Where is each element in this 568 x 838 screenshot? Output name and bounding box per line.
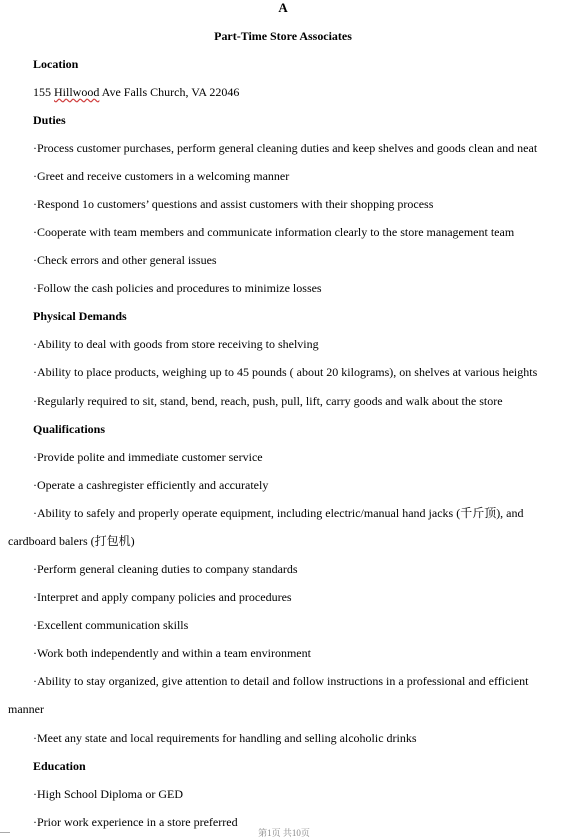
qualification-item: ·Perform general cleaning duties to company standards	[33, 562, 298, 576]
qualification-item: ·Provide polite and immediate customer service	[33, 450, 263, 464]
location-heading: Location	[33, 57, 79, 71]
qualification-item: ·Interpret and apply company policies and procedures	[33, 590, 292, 604]
duties-item: ·Follow the cash policies and procedures to minimize losses	[33, 281, 322, 295]
education-item: ·Prior work experience in a store preferred	[33, 815, 238, 829]
qualification-item: ·Operate a cashregister efficiently and accurately	[33, 478, 269, 492]
section-letter: A	[278, 0, 288, 15]
qualification-item: ·Excellent communication skills	[33, 618, 189, 632]
physical-item: ·Regularly required to sit, stand, bend, reach, push, pull, lift, carry goods and walk about the store	[33, 394, 503, 408]
address-rest: Ave Falls Church, VA 22046	[99, 85, 240, 99]
education-item: ·High School Diploma or GED	[33, 787, 183, 801]
education-heading: Education	[33, 759, 86, 773]
page-number-footer: 第1页 共10页	[258, 828, 310, 838]
duties-item: ·Cooperate with team members and communicate information clearly to the store management team	[33, 225, 515, 239]
qualification-item-continued: manner	[8, 702, 44, 716]
physical-item: ·Ability to deal with goods from store receiving to shelving	[33, 337, 319, 351]
address-prefix: 155	[33, 85, 54, 99]
qualification-item: ·Ability to stay organized, give attention to detail and follow instructions in a professional and efficient	[33, 674, 529, 688]
location-address	[33, 84, 239, 100]
qualification-item: ·Work both independently and within a team environment	[33, 646, 311, 660]
duties-item: ·Respond 1o customers’ questions and assist customers with their shopping process	[33, 197, 434, 211]
physical-demands-heading: Physical Demands	[33, 309, 127, 323]
qualification-item: ·Ability to safely and properly operate equipment, including electric/manual hand jacks (千斤顶), and	[33, 506, 524, 520]
duties-item: ·Greet and receive customers in a welcoming manner	[33, 169, 290, 183]
qualification-item-continued: cardboard balers (打包机)	[8, 534, 135, 548]
qualifications-heading: Qualifications	[33, 422, 106, 436]
job-title: Part-Time Store Associates	[214, 29, 352, 43]
address-street-misspelled: Hillwood	[54, 85, 100, 99]
qualification-item: ·Meet any state and local requirements for handling and selling alcoholic drinks	[33, 731, 417, 745]
duties-item: ·Check errors and other general issues	[33, 253, 217, 267]
duties-item: ·Process customer purchases, perform general cleaning duties and keep shelves and goods clean and neat	[33, 141, 538, 155]
physical-item: ·Ability to place products, weighing up to 45 pounds ( about 20 kilograms), on shelves at various heights	[33, 365, 538, 379]
duties-heading: Duties	[33, 113, 66, 127]
